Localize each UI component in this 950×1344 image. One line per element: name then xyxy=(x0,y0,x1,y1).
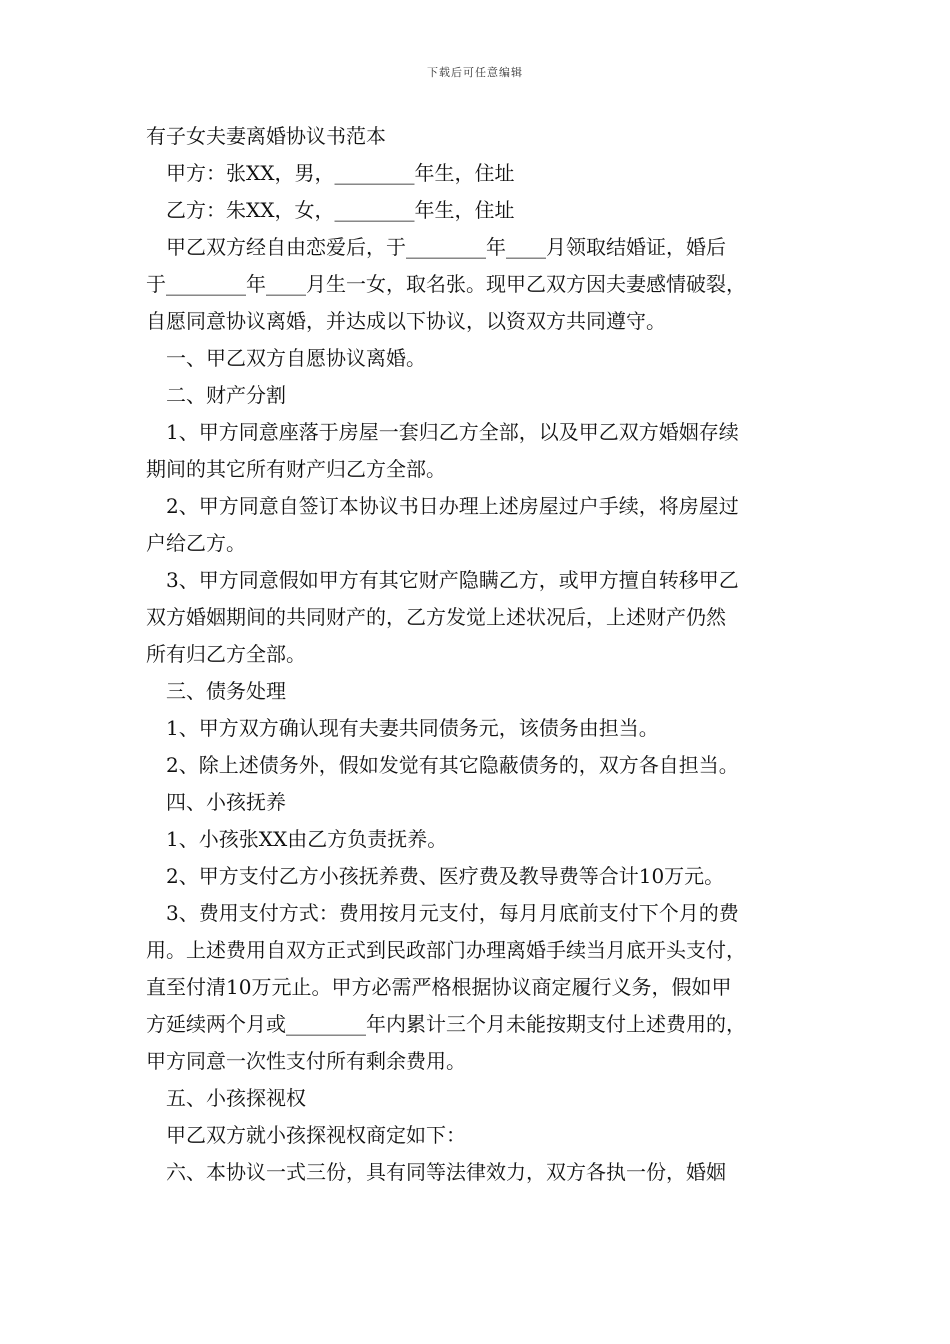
page-header-note: 下载后可任意编辑 xyxy=(427,66,523,79)
paragraph-line: 所有归乙方全部。 xyxy=(146,642,306,666)
paragraph-line: 1、甲方同意座落于房屋一套归乙方全部，以及甲乙双方婚姻存续 xyxy=(146,420,739,444)
party-b-line: 乙方：朱XX，女，________年生，住址 xyxy=(146,198,515,222)
section-heading: 四、小孩抚养 xyxy=(146,790,286,814)
paragraph-line: 双方婚姻期间的共同财产的，乙方发觉上述状况后，上述财产仍然 xyxy=(146,605,726,629)
paragraph-line: 方延续两个月或________年内累计三个月未能按期支付上述费用的， xyxy=(146,1012,746,1036)
paragraph-line: 用。上述费用自双方正式到民政部门办理离婚手续当月底开头支付， xyxy=(146,938,746,962)
paragraph-line: 六、本协议一式三份，具有同等法律效力，双方各执一份，婚姻 xyxy=(146,1160,726,1184)
paragraph-line: 3、费用支付方式：费用按月元支付，每月月底前支付下个月的费 xyxy=(146,901,739,925)
document-body xyxy=(146,118,826,1191)
section-heading: 五、小孩探视权 xyxy=(146,1086,306,1110)
paragraph-line: 直至付清10万元止。甲方必需严格根据协议商定履行义务，假如甲 xyxy=(146,975,732,999)
paragraph-line: 甲方同意一次性支付所有剩余费用。 xyxy=(146,1049,466,1073)
paragraph-line: 于________年____月生一女，取名张。现甲乙双方因夫妻感情破裂， xyxy=(146,272,746,296)
paragraph-line: 户给乙方。 xyxy=(146,531,246,555)
paragraph-line: 1、甲方双方确认现有夫妻共同债务元，该债务由担当。 xyxy=(146,716,659,740)
party-a-line: 甲方：张XX，男，________年生，住址 xyxy=(146,161,515,185)
document-title: 有子女夫妻离婚协议书范本 xyxy=(146,124,386,148)
paragraph-line: 自愿同意协议离婚，并达成以下协议，以资双方共同遵守。 xyxy=(146,309,666,333)
section-heading: 二、财产分割 xyxy=(146,383,286,407)
paragraph-line: 2、除上述债务外，假如发觉有其它隐蔽债务的，双方各自担当。 xyxy=(146,753,739,777)
paragraph-line: 甲乙双方就小孩探视权商定如下： xyxy=(146,1123,466,1147)
paragraph-line: 3、甲方同意假如甲方有其它财产隐瞒乙方，或甲方擅自转移甲乙 xyxy=(146,568,739,592)
section-heading: 三、债务处理 xyxy=(146,679,286,703)
paragraph-line: 2、甲方同意自签订本协议书日办理上述房屋过户手续，将房屋过 xyxy=(146,494,739,518)
paragraph-line: 甲乙双方经自由恋爱后，于________年____月领取结婚证，婚后 xyxy=(146,235,726,259)
section-heading: 一、甲乙双方自愿协议离婚。 xyxy=(146,346,426,370)
paragraph-line: 期间的其它所有财产归乙方全部。 xyxy=(146,457,446,481)
paragraph-line: 1、小孩张XX由乙方负责抚养。 xyxy=(146,827,448,851)
paragraph-line: 2、甲方支付乙方小孩抚养费、医疗费及教导费等合计10万元。 xyxy=(146,864,725,888)
